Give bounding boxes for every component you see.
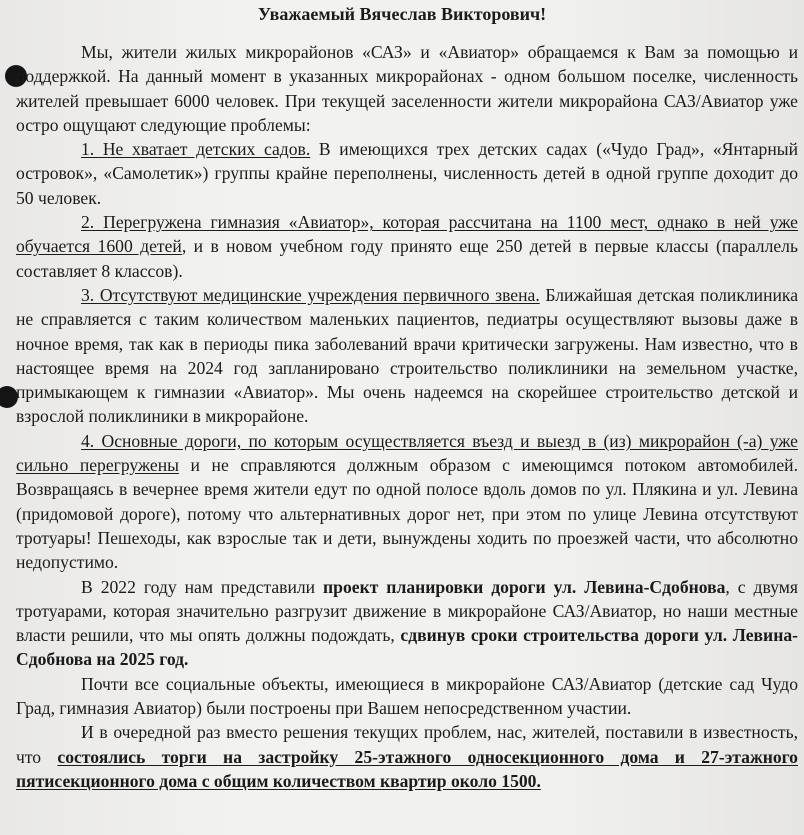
problem-1 (16, 137, 798, 210)
problem-2 (16, 210, 798, 283)
problem-1-heading: 1. Не хватает детских садов. (81, 139, 311, 160)
letter-title: Уважаемый Вячеслав Викторович! (257, 4, 547, 24)
auction-text-a: И в очередной раз вместо решения текущих проблем, нас, жителей, поставили в известность, что (16, 722, 798, 767)
problem-3-text: Ближайшая детская поликлиника не справляется с таким количеством маленьких пациентов, педиатры осуществляют вызовы даже в ночное время, так как в периоды пика заболеваний врачи критически загружены. Нам известно, что в настоящее время на 2024 год запланировано строительство поликлиники на земельном участке, примыкающем к гимназии «Авиатор». Мы очень надеемся на скорейшее строительство детской и взрослой поликлиники в микрорайоне. (16, 284, 798, 427)
auction-paragraph (16, 720, 798, 793)
auction-highlight: состоялись торги на застройку 25-этажного односекционного дома и 27-этажного пятисекционного дома с общим количеством квартир около 1500. (16, 746, 798, 791)
intro-paragraph: Мы, жители жилых микрорайонов «САЗ» и «Авиатор» обращаемся к Вам за помощью и поддержкой. На данный момент в указанных микрорайонах - одном большом поселке, численность жителей превышает 6000 человек. При текущей заселенности жители микрорайона САЗ/Авиатор уже остро ощущают следующие проблемы: (16, 42, 798, 135)
road-text-c: , с двумя тротуарами, которая значительно разгрузит движение в микрорайоне САЗ/Авиатор, но наши местные власти решили, что мы опять должны подождать, (16, 576, 798, 646)
problem-3 (16, 283, 798, 429)
social-objects-paragraph: Почти все социальные объекты, имеющиеся в микрорайоне САЗ/Авиатор (детские сад Чудо Град, гимназия Авиатор) были построены при Вашем непосредственном участии. (16, 673, 798, 719)
problem-2-heading: 2. Перегружена гимназия «Авиатор», которая рассчитана на 1100 мест, однако в ней уже обучается 1600 детей (16, 212, 798, 257)
problem-2-text: , и в новом учебном году принято еще 250 детей в первые классы (параллель составляет 8 классов). (16, 236, 798, 281)
road-project-name: проект планировки дороги ул. Левина-Сдобнова (323, 576, 726, 597)
road-project-paragraph (16, 575, 798, 672)
letter-body (16, 40, 798, 793)
problem-4-text: и не справляются должным образом с имеющимся потоком автомобилей. Возвращаясь в вечернее время жители едут по одной полосе вдоль домов по ул. Плякина и ул. Левина (придомовой дороге), потому что альтернативных дорог нет, при этом по улице Левина отсутствуют тротуары! Пешеходы, как взрослые так и дети, вынуждены ходить по проезжей части, что абсолютно недопустимо. (16, 455, 798, 573)
road-text-a: В 2022 году нам представили (81, 576, 324, 597)
problem-3-heading: 3. Отсутствуют медицинские учреждения первичного звена. (81, 284, 540, 305)
problem-4-heading: 4. Основные дороги, по которым осуществляется въезд и выезд в (из) микрорайон (-а) уже сильно перегружены (16, 430, 798, 476)
road-deadline-shift: сдвинув сроки строительства дороги ул. Левина-Сдобнова на 2025 год. (16, 625, 798, 670)
problem-1-text: В имеющихся трех детских садах («Чудо Град», «Янтарный островок», «Самолетик») группы крайне переполнены, численность детей в одной группе доходит до 50 человек. (16, 139, 798, 208)
problem-4 (16, 429, 798, 575)
